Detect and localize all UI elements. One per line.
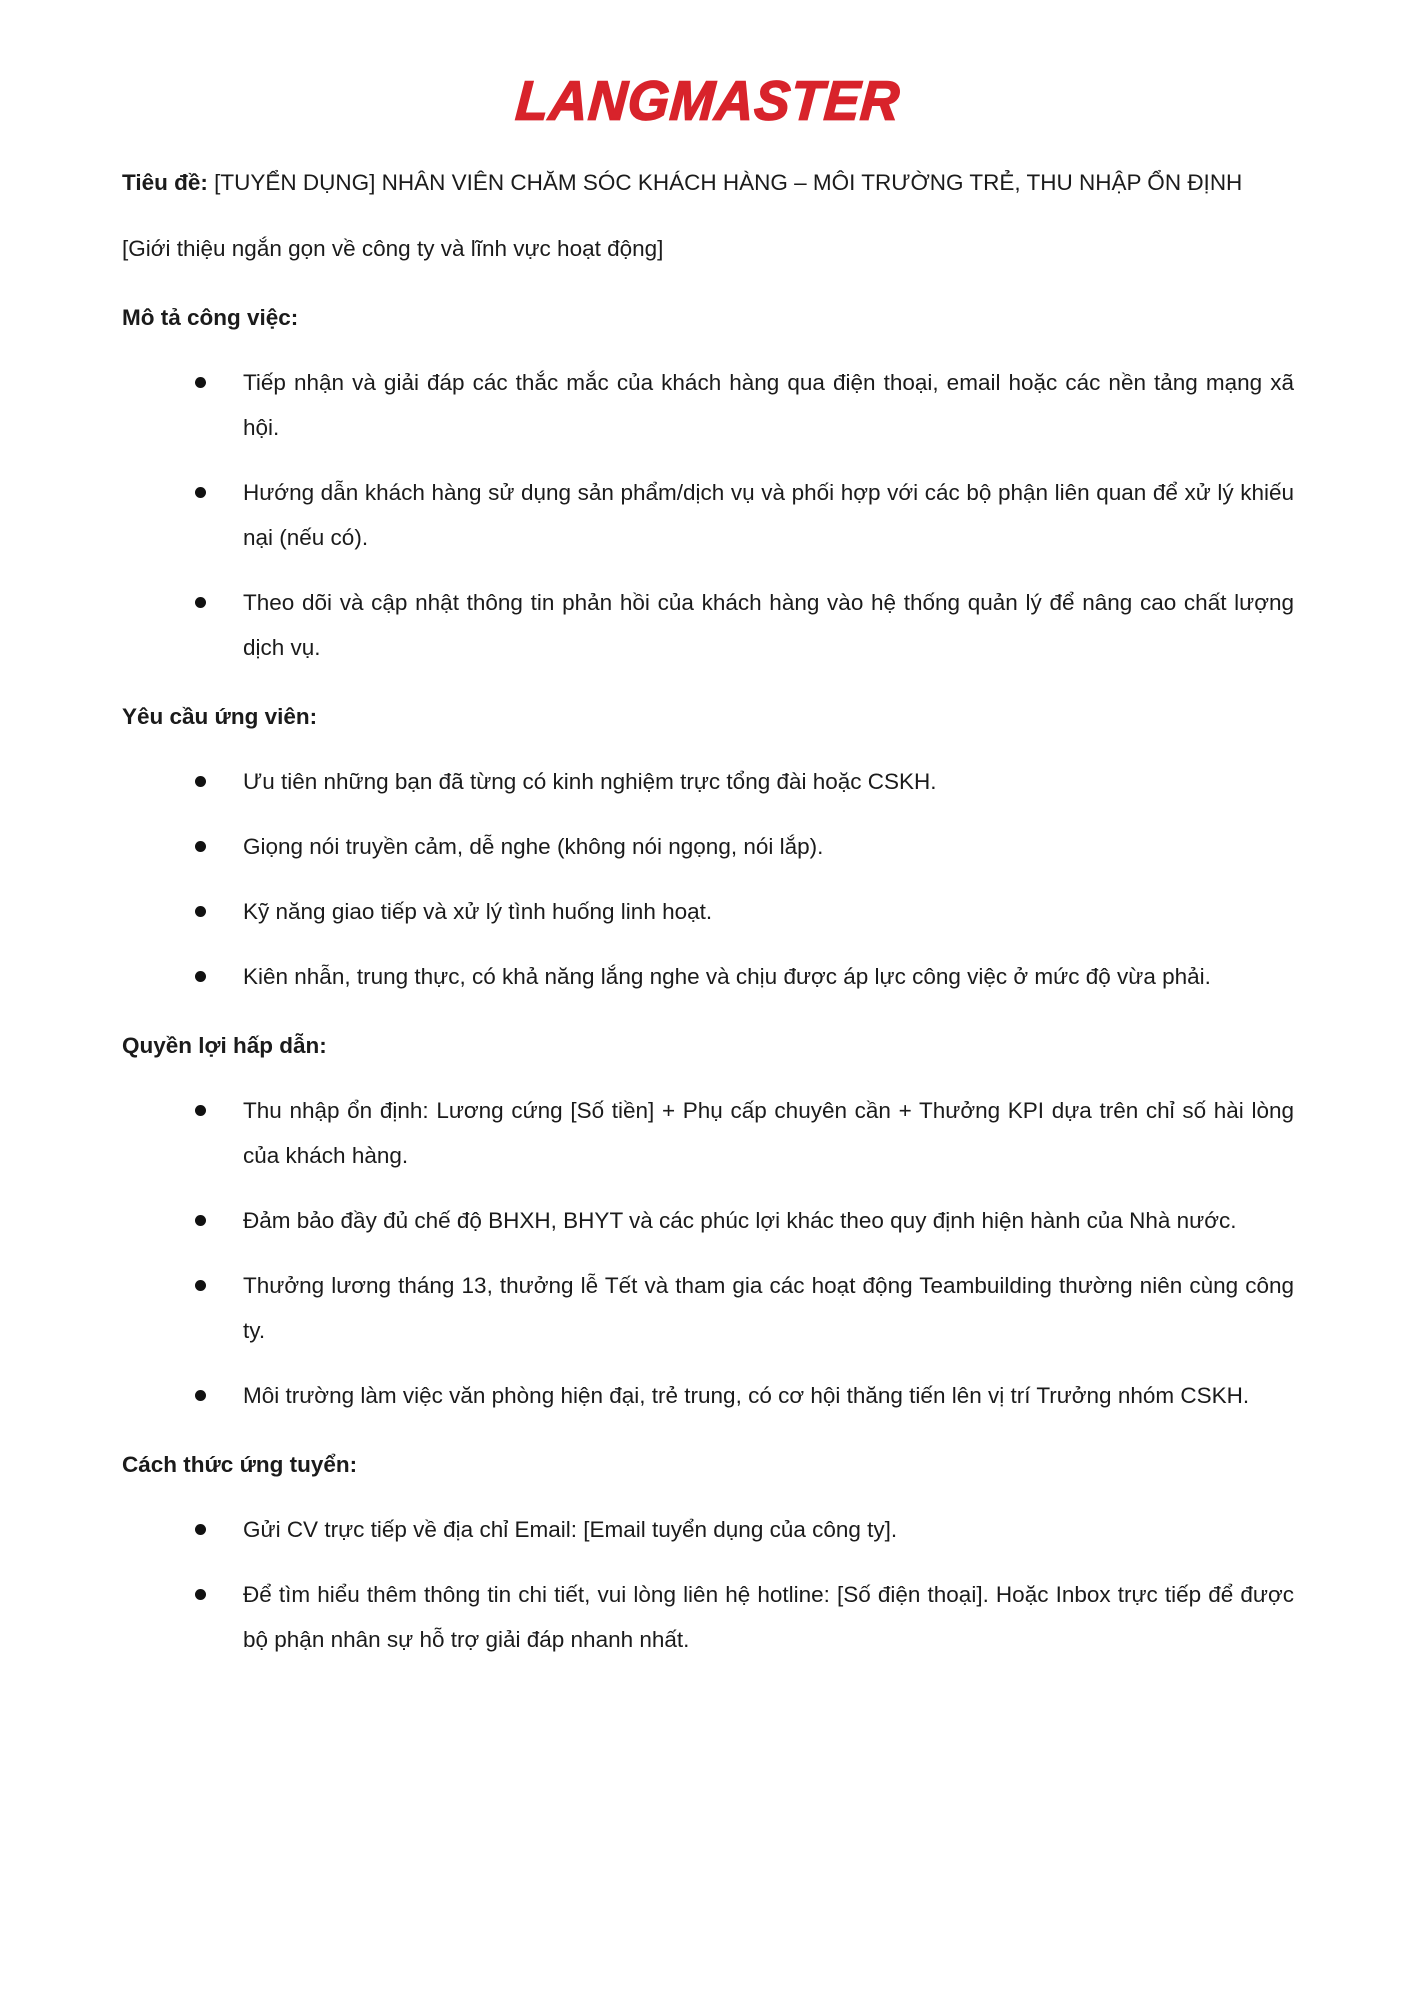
list-item: Để tìm hiểu thêm thông tin chi tiết, vui lòng liên hệ hotline: [Số điện thoại]. Hoặc Inbox trực tiếp để được bộ phận nhân sự hỗ trợ giải đáp nhanh nhất. xyxy=(243,1572,1294,1662)
list-item: Gửi CV trực tiếp về địa chỉ Email: [Email tuyển dụng của công ty]. xyxy=(243,1507,1294,1552)
job-title-paragraph xyxy=(122,160,1294,205)
bullet-list xyxy=(122,1507,1294,1662)
list-item: Kỹ năng giao tiếp và xử lý tình huống linh hoạt. xyxy=(243,889,1294,934)
langmaster-logo-text: LANGMASTER xyxy=(513,70,903,133)
list-item: Kiên nhẫn, trung thực, có khả năng lắng nghe và chịu được áp lực công việc ở mức độ vừa phải. xyxy=(243,954,1294,999)
sections-container xyxy=(122,295,1294,1662)
section-heading: Mô tả công việc: xyxy=(122,305,299,330)
list-item: Ưu tiên những bạn đã từng có kinh nghiệm trực tổng đài hoặc CSKH. xyxy=(243,759,1294,804)
title-label: Tiêu đề: xyxy=(122,170,208,195)
section-heading: Cách thức ứng tuyển: xyxy=(122,1452,358,1477)
list-item: Theo dõi và cập nhật thông tin phản hồi của khách hàng vào hệ thống quản lý để nâng cao chất lượng dịch vụ. xyxy=(243,580,1294,670)
bullet-list xyxy=(122,1088,1294,1418)
bullet-list xyxy=(122,759,1294,999)
company-intro-placeholder: [Giới thiệu ngắn gọn về công ty và lĩnh vực hoạt động] xyxy=(122,236,664,261)
section-heading: Yêu cầu ứng viên: xyxy=(122,704,318,729)
section-heading: Quyền lợi hấp dẫn: xyxy=(122,1033,327,1058)
list-item: Thưởng lương tháng 13, thưởng lễ Tết và tham gia các hoạt động Teambuilding thường niên cùng công ty. xyxy=(243,1263,1294,1353)
list-item: Giọng nói truyền cảm, dễ nghe (không nói ngọng, nói lắp). xyxy=(243,824,1294,869)
company-logo xyxy=(122,72,1294,138)
list-item: Thu nhập ổn định: Lương cứng [Số tiền] + Phụ cấp chuyên cần + Thưởng KPI dựa trên chỉ số hài lòng của khách hàng. xyxy=(243,1088,1294,1178)
list-item: Đảm bảo đầy đủ chế độ BHXH, BHYT và các phúc lợi khác theo quy định hiện hành của Nhà nước. xyxy=(243,1198,1294,1243)
list-item: Môi trường làm việc văn phòng hiện đại, trẻ trung, có cơ hội thăng tiến lên vị trí Trưởng nhóm CSKH. xyxy=(243,1373,1294,1418)
title-text: [TUYỂN DỤNG] NHÂN VIÊN CHĂM SÓC KHÁCH HÀNG – MÔI TRƯỜNG TRẺ, THU NHẬP ỔN ĐỊNH xyxy=(207,170,1243,195)
list-item: Hướng dẫn khách hàng sử dụng sản phẩm/dịch vụ và phối hợp với các bộ phận liên quan để xử lý khiếu nại (nếu có). xyxy=(243,470,1294,560)
list-item: Tiếp nhận và giải đáp các thắc mắc của khách hàng qua điện thoại, email hoặc các nền tảng mạng xã hội. xyxy=(243,360,1294,450)
bullet-list xyxy=(122,360,1294,670)
